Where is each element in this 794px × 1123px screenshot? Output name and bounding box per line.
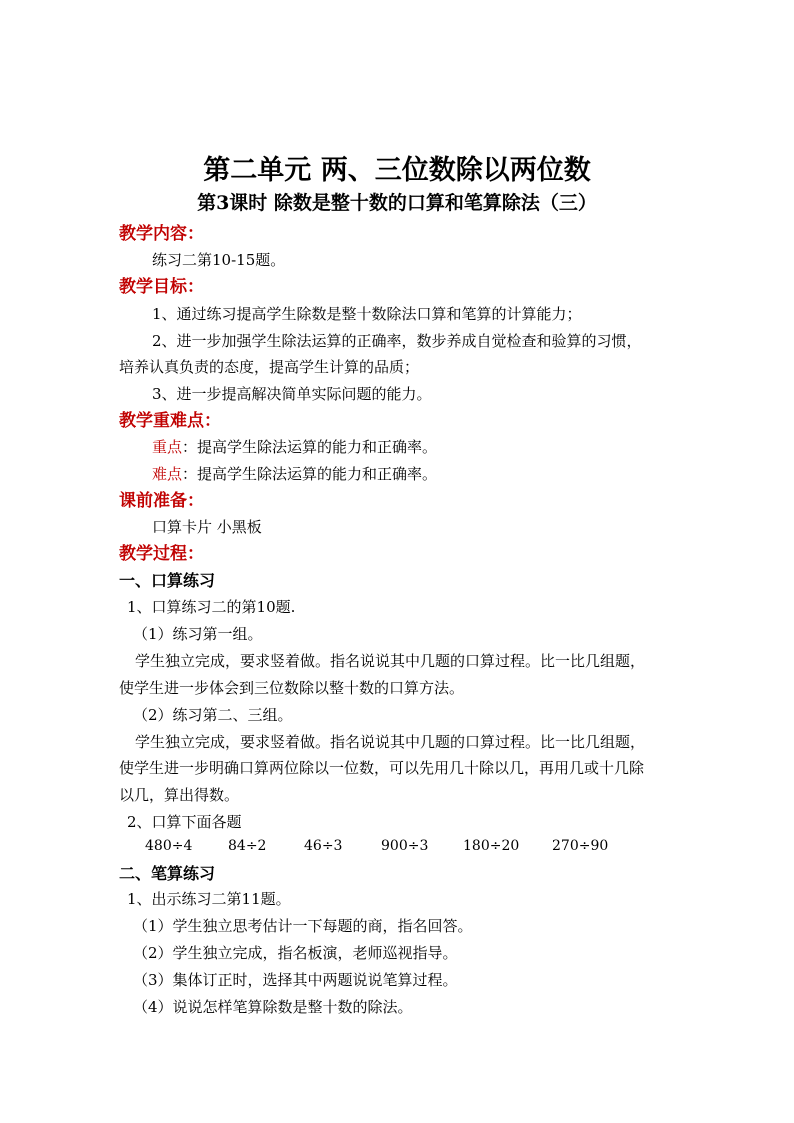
- section-1-step-1-line-1: 学生独立完成，要求竖着做。指名说说其中几题的口算过程。比一比几组题，: [135, 652, 646, 670]
- process-heading: 教学过程：: [119, 544, 204, 564]
- document-title: 第二单元 两、三位数除以两位数: [203, 155, 591, 186]
- calc-item: 180÷20: [463, 838, 520, 854]
- difficulty-label: 难点: [152, 465, 183, 483]
- difficulty-text: ：提高学生除法运算的能力和正确率。: [182, 465, 438, 483]
- key-points-heading: 教学重难点：: [119, 411, 221, 431]
- objectives-heading: 教学目标：: [119, 277, 204, 297]
- section-1-step-1: （1）练习第一组。: [133, 625, 263, 643]
- focus-text: ：提高学生除法运算的能力和正确率。: [182, 438, 438, 456]
- focus-point: [152, 440, 437, 455]
- focus-label: 重点: [152, 438, 183, 456]
- calc-item: 900÷3: [381, 838, 429, 854]
- content-text: 练习二第10-15题。: [152, 251, 286, 269]
- objective-item-1: 1、通过练习提高学生除数是整十数除法口算和笔算的计算能力；: [152, 305, 582, 323]
- lesson-subtitle: 第3课时 除数是整十数的口算和笔算除法（三）: [197, 192, 597, 214]
- section-2-step-2: （2）学生独立完成，指名板演，老师巡视指导。: [133, 944, 458, 962]
- section-2-title: 二、笔算练习: [119, 864, 216, 883]
- section-2-step-3: （3）集体订正时，选择其中两题说说笔算过程。: [133, 971, 458, 989]
- section-2-item-1: 1、出示练习二第11题。: [127, 890, 291, 908]
- section-2-step-1: （1）学生独立思考估计一下每题的商，指名回答。: [133, 917, 473, 935]
- section-1-step-1-line-2: 使学生进一步体会到三位数除以整十数的口算方法。: [119, 679, 465, 697]
- section-1-step-2-line-2: 使学生进一步明确口算两位除以一位数，可以先用几十除以几，再用几或十几除: [119, 759, 645, 777]
- calc-item: 270÷90: [552, 838, 609, 854]
- calc-item: 46÷3: [304, 838, 343, 854]
- preparation-heading: 课前准备：: [119, 491, 204, 511]
- section-2-step-4: （4）说说怎样笔算除数是整十数的除法。: [133, 998, 413, 1016]
- section-1-step-2-line-3: 以几，算出得数。: [119, 786, 240, 804]
- content-heading: 教学内容：: [119, 224, 204, 244]
- calc-item: 480÷4: [145, 838, 193, 854]
- section-1-title: 一、口算练习: [119, 571, 216, 590]
- section-1-item-1: 1、口算练习二的第10题.: [127, 598, 296, 616]
- calc-item: 84÷2: [228, 838, 267, 854]
- preparation-text: 口算卡片 小黑板: [152, 518, 262, 536]
- objective-item-2-line-1: 2、进一步加强学生除法运算的正确率，数步养成自觉检查和验算的习惯，: [152, 332, 642, 350]
- objective-item-2-line-2: 培养认真负责的态度，提高学生计算的品质；: [119, 358, 420, 376]
- objective-item-3: 3、进一步提高解决简单实际问题的能力。: [152, 385, 432, 403]
- difficulty-point: [152, 467, 437, 482]
- section-1-step-2-line-1: 学生独立完成，要求竖着做。指名说说其中几题的口算过程。比一比几组题，: [135, 733, 646, 751]
- section-1-item-2: 2、口算下面各题: [127, 813, 242, 831]
- section-1-step-2: （2）练习第二、三组。: [133, 706, 293, 724]
